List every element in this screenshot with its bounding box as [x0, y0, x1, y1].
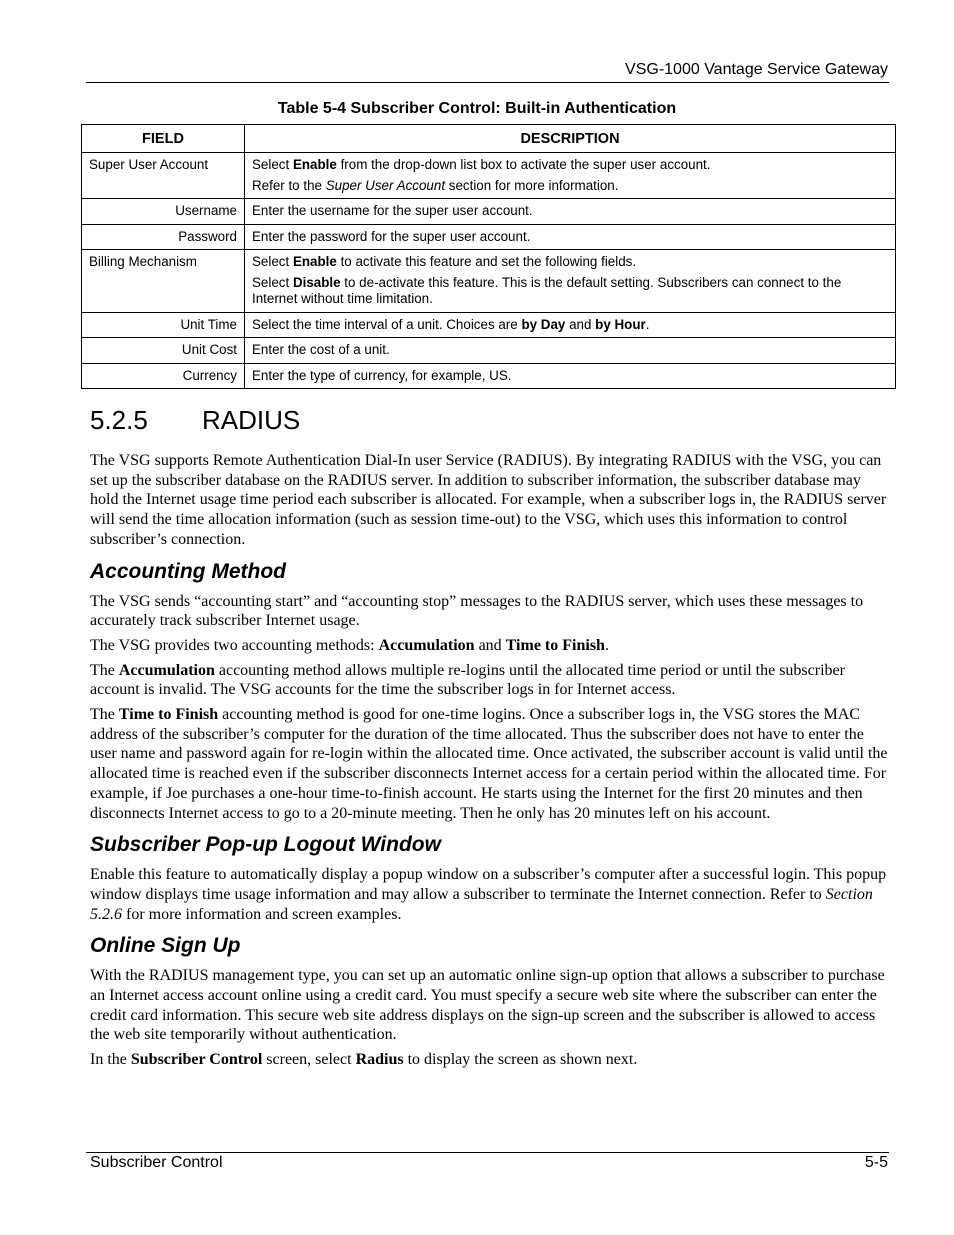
italic-reference: Super User Account: [325, 177, 446, 193]
description-cell: [245, 312, 896, 338]
paragraph: [90, 636, 888, 656]
description-cell: [245, 250, 896, 313]
section-title: RADIUS: [202, 405, 301, 435]
section-number: 5.2.5: [90, 405, 148, 435]
text-run: and: [474, 636, 506, 654]
bold-term: Enable: [292, 157, 337, 172]
intro-paragraph: The VSG supports Remote Authentication Dial-In user Service (RADIUS). By integrating RADIUS with the VSG, you can set up the subscriber database on the RADIUS server. In addition to subscriber information, the subscriber database may hold the Internet usage time period each subscriber is allocated. For example, when a subscriber logs in, the RADIUS server will send the time allocation information (such as session time-out) to the VSG, which uses this information to control subscriber’s connection.: [90, 452, 887, 548]
table-header-row: [82, 125, 896, 153]
description-line: [252, 275, 888, 308]
column-header-description: DESCRIPTION: [245, 125, 896, 153]
text-run: to de-activate this feature. This is the default setting. Subscribers can connect to the Internet without time limitation.: [252, 274, 842, 306]
description-line: [252, 254, 888, 271]
description-line: [252, 157, 888, 174]
text-run: Select: [252, 254, 293, 269]
table-row: [82, 199, 896, 225]
section-heading: [90, 405, 300, 436]
field-cell: Password: [82, 224, 245, 250]
field-cell: Unit Time: [82, 312, 245, 338]
paragraph: [90, 661, 888, 700]
field-cell: Username: [82, 199, 245, 225]
popup-logout-heading: Subscriber Pop-up Logout Window: [90, 833, 441, 857]
text-run: .: [645, 316, 650, 332]
text-run: screen, select: [262, 1051, 356, 1069]
text-run: The VSG provides two accounting methods:: [90, 636, 379, 654]
paragraph: [90, 865, 888, 924]
description-cell: Enter the type of currency, for example, US.: [245, 363, 896, 389]
column-header-field: FIELD: [82, 125, 245, 153]
field-cell: Billing Mechanism: [82, 250, 245, 313]
accounting-method-heading: Accounting Method: [90, 559, 286, 583]
table-row: [82, 338, 896, 364]
table-caption: Table 5-4 Subscriber Control: Built-in Authentication: [277, 100, 677, 117]
bold-term: Enable: [292, 254, 337, 269]
field-description-table: [81, 124, 896, 389]
bold-term: Subscriber Control: [130, 1051, 263, 1069]
bold-term: Accumulation: [378, 636, 475, 654]
section-body: [90, 451, 888, 1075]
bold-term: Time to Finish: [505, 636, 605, 654]
running-header: VSG-1000 Vantage Service Gateway: [625, 61, 888, 78]
footer-divider: [86, 1152, 889, 1153]
text-run: Select: [252, 274, 293, 290]
table-row: [82, 250, 896, 313]
text-run: to display the screen as shown next.: [403, 1051, 638, 1069]
paragraph: The VSG sends “accounting start” and “accounting stop” messages to the RADIUS server, which uses these messages to accurately track subscriber Internet usage.: [90, 592, 864, 630]
text-run: Select the time interval of a unit. Choices are: [252, 316, 522, 332]
bold-term: by Day: [521, 316, 566, 332]
bold-term: Time to Finish: [118, 706, 219, 724]
field-cell: Super User Account: [82, 153, 245, 199]
footer-chapter: Subscriber Control: [90, 1154, 223, 1171]
online-signup-heading: Online Sign Up: [90, 934, 241, 958]
field-cell: Unit Cost: [82, 338, 245, 364]
text-run: Select: [252, 157, 293, 172]
text-run: and: [565, 316, 596, 332]
paragraph: [90, 1050, 888, 1070]
table-row: [82, 224, 896, 250]
text-run: for more information and screen examples.: [122, 905, 402, 923]
page-number: 5-5: [864, 1154, 888, 1171]
description-cell: [245, 153, 896, 199]
bold-term: Radius: [355, 1051, 404, 1069]
text-run: to activate this feature and set the following fields.: [336, 254, 637, 269]
text-run: The: [90, 661, 119, 679]
text-run: Refer to the: [252, 177, 326, 193]
bold-term: Accumulation: [118, 661, 215, 679]
text-run: In the: [90, 1051, 131, 1069]
bold-term: by Hour: [595, 316, 646, 332]
paragraph: With the RADIUS management type, you can set up an automatic online sign-up option that allows a subscriber to purchase an Internet access account online using a credit card. You must specify a secure web site where the subscriber can enter the credit card information. This secure web site address displays on the sign-up screen and the subscriber is allowed to access the web site temporarily without authentication.: [90, 967, 885, 1044]
text-run: accounting method is good for one-time logins. Once a subscriber logs in, the VSG stores the MAC address of the subscriber’s computer for the duration of the time allocated. Thus the subscriber does not have to enter the user name and password again for re-login within the allocated time. Once activated, the subscriber account is valid until the allocated time is reached even if the subscriber disconnects Internet access for a certain period within the allocated time. For example, if Joe purchases a one-hour time-to-finish account. He starts using the Internet for the first 20 minutes and then disconnects Internet access to go to a 20-minute meeting. Then he only has 20 minutes left on his account.: [90, 706, 888, 822]
text-run: section for more information.: [445, 177, 619, 193]
section-reference: Section 5.2.6: [90, 885, 873, 923]
description-line: [252, 178, 888, 195]
table-row: [82, 363, 896, 389]
field-cell: Currency: [82, 363, 245, 389]
text-run: The: [90, 706, 119, 724]
text-run: from the drop-down list box to activate the super user account.: [336, 157, 711, 172]
text-run: Enable this feature to automatically display a popup window on a subscriber’s computer after a successful login. This popup window displays time usage information and may allow a subscriber to terminate the Internet connection. Refer to: [90, 866, 887, 903]
bold-term: Disable: [292, 274, 341, 290]
table-row: [82, 153, 896, 199]
text-run: .: [604, 636, 609, 654]
description-cell: Enter the cost of a unit.: [245, 338, 896, 364]
header-divider: [86, 82, 889, 83]
paragraph: [90, 705, 888, 823]
text-run: accounting method allows multiple re-logins until the allocated time period or until the subscriber account is invalid. The VSG accounts for the time the subscriber logs in for Internet access.: [90, 661, 845, 699]
description-cell: Enter the password for the super user account.: [245, 224, 896, 250]
table-row: [82, 312, 896, 338]
description-cell: Enter the username for the super user account.: [245, 199, 896, 225]
